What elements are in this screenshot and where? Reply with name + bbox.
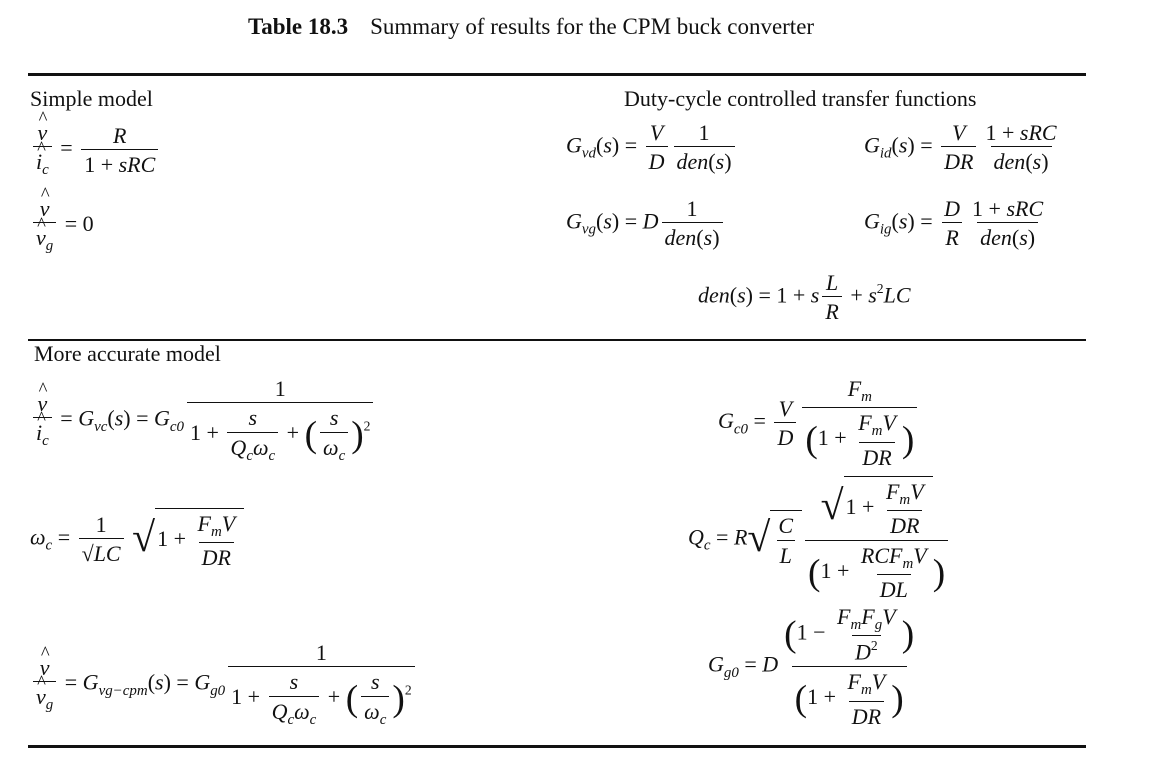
eq-qc: $Q_c = R$ √ $\frac{C}{L}$ √ 1 + $\frac{F_mV}{DR}$ (1 + $\frac{RCF_mV}{DL}$ ) [688,476,951,602]
eq-acc-ic: ^ v ^ $i_c$ = $G_{vc}(s) = G_{c0}$ 1 1 + $\frac{s}{Q_c\omega_c}$ + ( $\frac{s}{\omega_c}$ )$^2$ [30,376,376,465]
eq-gid: $G_{id}(s)$ = $\frac{V}{DR}$ $\frac{\text{1 + sRC}}{\text{den(s)}}$ [864,120,1057,175]
eq-gvg: $G_{vg}(s) = D$ $\frac{1}{\text{den(s)}}$ [566,196,726,251]
eq-gvd: $G_{vd}(s)$ = $\frac{V}{D}$ $\frac{1}{\text{den(s)}}$ [566,120,738,175]
table-title: Summary of results for the CPM buck converter [370,14,815,39]
eq-gig: $G_{ig}(s)$ = $\frac{D}{R}$ $\frac{\text{1 + sRC}}{\text{den(s)}}$ [864,196,1044,251]
duty-cycle-heading: Duty-cycle controlled transfer functions [624,86,977,111]
bottom-rule [28,745,1086,748]
eq-omega-c: $\omega_c$ = $\frac{1}{√LC}$ √ 1 + $\frac{F_mV}{DR}$ [30,508,244,571]
eq-den: den(s) = 1 + s $\frac{L}{R}$ + $s^2LC$ [698,270,911,325]
simple-model-heading: Simple model [30,86,153,111]
top-rule [28,73,1086,76]
table-label: Table 18.3 [248,14,349,39]
table-caption [248,14,814,40]
eq-simple-ic: ^ v ^ $i_c$ = $\frac{R}{\text{1 + sRC}}$ [30,120,161,180]
accurate-model-heading: More accurate model [34,341,221,366]
eq-gg0: $G_{g0} = D$ (1 − $\frac{F_mF_gV}{D^2}$ ) (1 + $\frac{F_mV}{DR}$ ) [708,604,915,729]
eq-gc0: $G_{c0}$ = $\frac{V}{D}$ $F_m$ (1 + $\frac{F_mV}{DR}$ ) [718,376,920,470]
eq-acc-vg: ^ v ^ $v_g$ = $G_{vg-cpm}(s) = G_{g0}$ 1 1 + $\frac{s}{Q_c\omega_c}$ + ( $\frac{s}{\omega_c}$ )$^2$ [30,640,418,729]
eq-simple-vg: ^ v ^ $v_g$ = 0 [30,196,94,256]
